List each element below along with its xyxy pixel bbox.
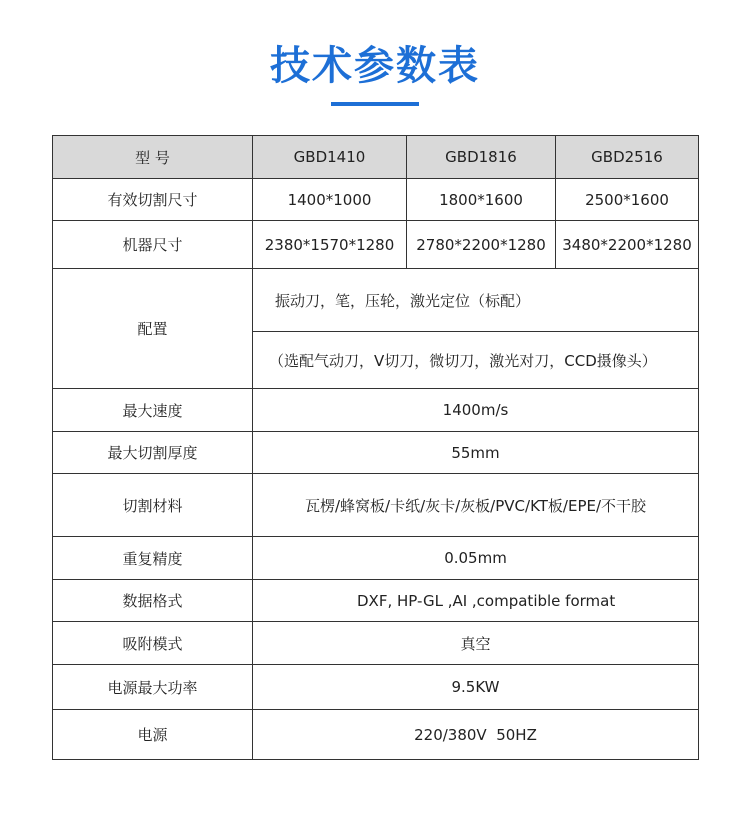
configuration-label: 配置	[53, 269, 253, 389]
configuration-standard: 振动刀，笔，压轮，激光定位（标配）	[253, 269, 699, 332]
cutting-size-row	[53, 179, 699, 221]
max-power-value: 9.5KW	[253, 665, 699, 710]
repeat-precision-row	[53, 537, 699, 580]
max-power-row	[53, 665, 699, 710]
data-format-label: 数据格式	[53, 580, 253, 622]
header-label: 型 号	[53, 136, 253, 179]
configuration-optional: （选配气动刀，V切刀，微切刀，激光对刀，CCD摄像头）	[253, 332, 699, 389]
cutting-size-gbd1410: 1400*1000	[253, 179, 407, 221]
power-supply-value: 220/380V 50HZ	[253, 710, 699, 760]
max-power-label: 电源最大功率	[53, 665, 253, 710]
cutting-size-gbd1816: 1800*1600	[407, 179, 556, 221]
machine-size-gbd1816: 2780*2200*1280	[407, 221, 556, 269]
cutting-size-label: 有效切割尺寸	[53, 179, 253, 221]
spec-table	[52, 135, 699, 760]
data-format-value: DXF, HP-GL ,AI ,compatible format	[253, 580, 699, 622]
materials-value: 瓦楞/蜂窝板/卡纸/灰卡/灰板/PVC/KT板/EPE/不干胶	[253, 474, 699, 537]
materials-label: 切割材料	[53, 474, 253, 537]
model-gbd2516: GBD2516	[556, 136, 699, 179]
power-supply-row	[53, 710, 699, 760]
model-gbd1410: GBD1410	[253, 136, 407, 179]
model-gbd1816: GBD1816	[407, 136, 556, 179]
data-format-row	[53, 580, 699, 622]
machine-size-gbd1410: 2380*1570*1280	[253, 221, 407, 269]
materials-row	[53, 474, 699, 537]
max-thickness-label: 最大切割厚度	[53, 432, 253, 474]
adsorption-mode-value: 真空	[253, 622, 699, 665]
header-row	[53, 136, 699, 179]
configuration-row-standard	[53, 269, 699, 332]
max-thickness-row	[53, 432, 699, 474]
max-speed-label: 最大速度	[53, 389, 253, 432]
adsorption-mode-label: 吸附模式	[53, 622, 253, 665]
machine-size-row	[53, 221, 699, 269]
title-underline	[331, 102, 419, 106]
page-title: 技术参数表	[270, 43, 480, 89]
power-supply-label: 电源	[53, 710, 253, 760]
repeat-precision-value: 0.05mm	[253, 537, 699, 580]
adsorption-mode-row	[53, 622, 699, 665]
machine-size-gbd2516: 3480*2200*1280	[556, 221, 699, 269]
cutting-size-gbd2516: 2500*1600	[556, 179, 699, 221]
max-thickness-value: 55mm	[253, 432, 699, 474]
max-speed-value: 1400m/s	[253, 389, 699, 432]
max-speed-row	[53, 389, 699, 432]
machine-size-label: 机器尺寸	[53, 221, 253, 269]
repeat-precision-label: 重复精度	[53, 537, 253, 580]
